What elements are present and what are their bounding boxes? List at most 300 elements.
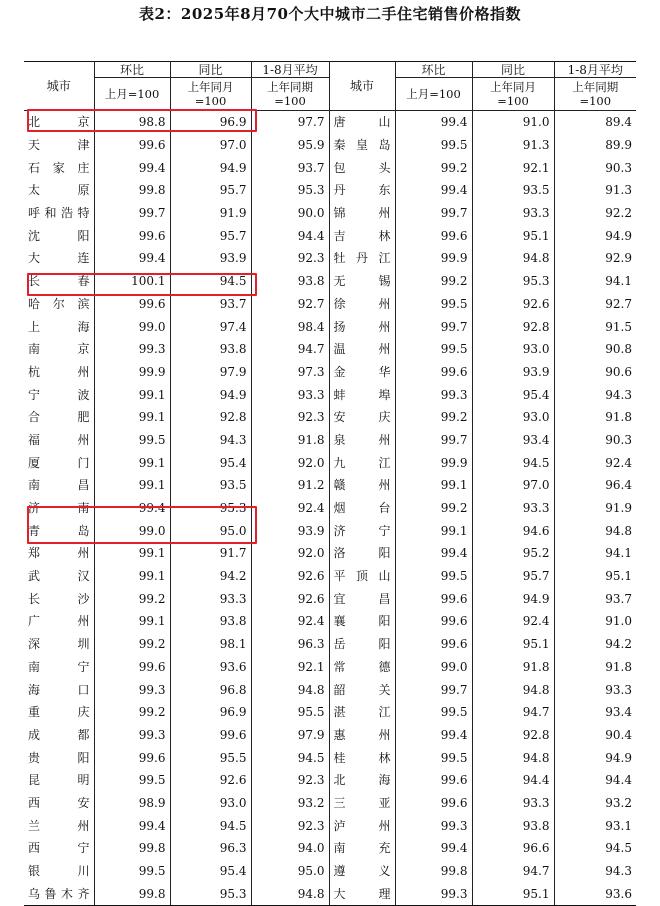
right-avg-cell: 92.4 bbox=[554, 451, 636, 474]
right-yoy-cell: 95.3 bbox=[472, 270, 554, 293]
left-avg-cell: 94.7 bbox=[251, 338, 329, 361]
table-row bbox=[24, 383, 636, 406]
avg-header-right: 1-8月平均 bbox=[554, 62, 636, 78]
table-row bbox=[24, 656, 636, 679]
left-yoy-cell: 94.9 bbox=[170, 156, 251, 179]
left-yoy-cell: 94.9 bbox=[170, 383, 251, 406]
left-mom-cell: 98.9 bbox=[94, 792, 170, 815]
left-avg-cell: 90.0 bbox=[251, 202, 329, 225]
left-avg-cell: 94.0 bbox=[251, 837, 329, 860]
table-row bbox=[24, 860, 636, 883]
right-avg-cell: 96.4 bbox=[554, 474, 636, 497]
city-header-right: 城市 bbox=[329, 62, 395, 111]
mom-header-right: 环比 bbox=[395, 62, 472, 78]
right-yoy-cell: 94.8 bbox=[472, 247, 554, 270]
left-avg-cell: 92.6 bbox=[251, 565, 329, 588]
table-row bbox=[24, 814, 636, 837]
left-mom-cell: 99.1 bbox=[94, 565, 170, 588]
right-avg-cell: 91.3 bbox=[554, 179, 636, 202]
left-city-cell: 武汉 bbox=[28, 569, 90, 584]
right-avg-cell: 90.3 bbox=[554, 156, 636, 179]
right-yoy-cell: 94.4 bbox=[472, 769, 554, 792]
right-yoy-cell: 94.5 bbox=[472, 451, 554, 474]
right-yoy-cell: 91.8 bbox=[472, 656, 554, 679]
left-avg-cell: 97.3 bbox=[251, 361, 329, 384]
left-yoy-cell: 97.9 bbox=[170, 361, 251, 384]
right-mom-cell: 99.3 bbox=[395, 383, 472, 406]
table-row bbox=[24, 678, 636, 701]
right-city-cell: 湛江 bbox=[329, 701, 395, 724]
left-avg-cell: 92.3 bbox=[251, 406, 329, 429]
left-mom-cell: 99.1 bbox=[94, 451, 170, 474]
left-avg-cell: 93.7 bbox=[251, 156, 329, 179]
right-avg-cell: 94.9 bbox=[554, 746, 636, 769]
right-yoy-cell: 92.8 bbox=[472, 724, 554, 747]
left-yoy-cell: 93.8 bbox=[170, 338, 251, 361]
table-row bbox=[24, 587, 636, 610]
right-avg-cell: 94.1 bbox=[554, 542, 636, 565]
right-yoy-cell: 93.9 bbox=[472, 361, 554, 384]
right-mom-cell: 99.9 bbox=[395, 451, 472, 474]
table-row bbox=[24, 202, 636, 225]
table-row bbox=[24, 542, 636, 565]
table-row bbox=[24, 156, 636, 179]
right-yoy-cell: 97.0 bbox=[472, 474, 554, 497]
highlight-box-beijing bbox=[27, 109, 257, 132]
left-avg-cell: 93.8 bbox=[251, 270, 329, 293]
right-mom-cell: 99.4 bbox=[395, 111, 472, 134]
right-yoy-cell: 95.2 bbox=[472, 542, 554, 565]
table-row bbox=[24, 429, 636, 452]
table-row bbox=[24, 134, 636, 157]
left-mom-cell: 99.9 bbox=[94, 361, 170, 384]
left-avg-cell: 92.3 bbox=[251, 247, 329, 270]
city-header-left: 城市 bbox=[24, 62, 94, 111]
right-mom-cell: 99.2 bbox=[395, 270, 472, 293]
right-city-cell: 金华 bbox=[329, 361, 395, 384]
left-yoy-cell: 93.0 bbox=[170, 792, 251, 815]
right-yoy-cell: 94.7 bbox=[472, 860, 554, 883]
left-city-cell: 乌鲁木齐 bbox=[24, 882, 94, 905]
mom-base-left: 上月=100 bbox=[94, 78, 170, 111]
left-yoy-cell: 94.2 bbox=[170, 565, 251, 588]
table-row bbox=[24, 474, 636, 497]
left-avg-cell: 92.1 bbox=[251, 656, 329, 679]
right-city-cell: 岳阳 bbox=[329, 633, 395, 656]
left-avg-cell: 92.4 bbox=[251, 497, 329, 520]
left-city-cell: 长春 bbox=[28, 274, 90, 289]
right-avg-cell: 93.7 bbox=[554, 587, 636, 610]
left-mom-cell: 99.2 bbox=[94, 633, 170, 656]
left-avg-cell: 92.0 bbox=[251, 451, 329, 474]
left-yoy-cell: 93.3 bbox=[170, 587, 251, 610]
right-mom-cell: 99.5 bbox=[395, 565, 472, 588]
right-city-cell: 常德 bbox=[329, 656, 395, 679]
right-yoy-cell: 93.5 bbox=[472, 179, 554, 202]
price-index-table bbox=[24, 61, 636, 906]
left-yoy-cell: 99.6 bbox=[170, 724, 251, 747]
table-row bbox=[24, 769, 636, 792]
left-city-cell: 长沙 bbox=[28, 591, 90, 606]
table-row bbox=[24, 315, 636, 338]
right-yoy-cell: 95.4 bbox=[472, 383, 554, 406]
left-mom-cell: 99.3 bbox=[94, 338, 170, 361]
right-mom-cell: 99.6 bbox=[395, 587, 472, 610]
left-mom-cell: 99.6 bbox=[94, 293, 170, 316]
right-yoy-cell: 95.1 bbox=[472, 224, 554, 247]
table-row bbox=[24, 701, 636, 724]
left-avg-cell: 98.4 bbox=[251, 315, 329, 338]
right-avg-cell: 92.2 bbox=[554, 202, 636, 225]
left-yoy-cell: 94.5 bbox=[170, 814, 251, 837]
left-city-cell: 西安 bbox=[28, 795, 90, 810]
left-yoy-cell: 95.7 bbox=[170, 179, 251, 202]
left-city-cell: 呼和浩特 bbox=[28, 206, 90, 221]
left-mom-cell: 99.1 bbox=[94, 406, 170, 429]
right-yoy-cell: 95.1 bbox=[472, 633, 554, 656]
left-avg-cell: 91.2 bbox=[251, 474, 329, 497]
right-mom-cell: 99.4 bbox=[395, 724, 472, 747]
right-mom-cell: 99.3 bbox=[395, 882, 472, 905]
right-city-cell: 北海 bbox=[329, 769, 395, 792]
right-avg-cell: 90.3 bbox=[554, 429, 636, 452]
left-mom-cell: 99.2 bbox=[94, 587, 170, 610]
left-city-cell: 合肥 bbox=[28, 410, 90, 425]
left-avg-cell: 93.3 bbox=[251, 383, 329, 406]
right-city-cell: 烟台 bbox=[329, 497, 395, 520]
left-city-cell: 天津 bbox=[28, 138, 90, 153]
right-mom-cell: 99.6 bbox=[395, 361, 472, 384]
left-city-cell: 哈尔滨 bbox=[28, 296, 90, 311]
left-avg-cell: 94.5 bbox=[251, 746, 329, 769]
right-avg-cell: 94.8 bbox=[554, 519, 636, 542]
left-yoy-cell: 97.0 bbox=[170, 134, 251, 157]
left-mom-cell: 99.1 bbox=[94, 474, 170, 497]
left-city-cell: 西宁 bbox=[28, 841, 90, 856]
table-row bbox=[24, 224, 636, 247]
right-avg-cell: 94.3 bbox=[554, 860, 636, 883]
right-avg-cell: 91.0 bbox=[554, 610, 636, 633]
table-row bbox=[24, 882, 636, 905]
right-avg-cell: 91.8 bbox=[554, 656, 636, 679]
left-city-cell: 银川 bbox=[28, 864, 90, 879]
left-yoy-cell: 96.8 bbox=[170, 678, 251, 701]
right-mom-cell: 99.2 bbox=[395, 406, 472, 429]
right-city-cell: 唐山 bbox=[329, 111, 395, 134]
left-yoy-cell: 95.5 bbox=[170, 746, 251, 769]
left-city-cell: 南京 bbox=[28, 342, 90, 357]
right-yoy-cell: 91.0 bbox=[472, 111, 554, 134]
left-yoy-cell: 95.4 bbox=[170, 451, 251, 474]
table-row bbox=[24, 610, 636, 633]
right-yoy-cell: 92.1 bbox=[472, 156, 554, 179]
right-yoy-cell: 95.7 bbox=[472, 565, 554, 588]
left-city-cell: 重庆 bbox=[28, 705, 90, 720]
left-yoy-cell: 98.1 bbox=[170, 633, 251, 656]
left-city-cell: 济南 bbox=[28, 501, 90, 516]
left-avg-cell: 92.4 bbox=[251, 610, 329, 633]
table-row bbox=[24, 247, 636, 270]
right-mom-cell: 99.4 bbox=[395, 179, 472, 202]
left-yoy-cell: 91.7 bbox=[170, 542, 251, 565]
right-city-cell: 吉林 bbox=[329, 224, 395, 247]
right-avg-cell: 95.1 bbox=[554, 565, 636, 588]
left-mom-cell: 99.8 bbox=[94, 837, 170, 860]
right-yoy-cell: 93.0 bbox=[472, 406, 554, 429]
left-avg-cell: 93.9 bbox=[251, 519, 329, 542]
right-city-cell: 安庆 bbox=[329, 406, 395, 429]
left-city-cell: 南昌 bbox=[28, 478, 90, 493]
left-yoy-cell: 93.5 bbox=[170, 474, 251, 497]
right-mom-cell: 99.2 bbox=[395, 497, 472, 520]
mom-header-left: 环比 bbox=[94, 62, 170, 78]
right-city-cell: 惠州 bbox=[329, 724, 395, 747]
right-yoy-cell: 94.8 bbox=[472, 678, 554, 701]
left-city-cell: 沈阳 bbox=[28, 228, 90, 243]
left-city-cell: 南宁 bbox=[28, 659, 90, 674]
right-mom-cell: 99.2 bbox=[395, 156, 472, 179]
right-yoy-cell: 94.8 bbox=[472, 746, 554, 769]
right-city-cell: 泸州 bbox=[329, 814, 395, 837]
highlight-box-guangzhou-shenzhen bbox=[27, 506, 257, 544]
right-avg-cell: 91.8 bbox=[554, 406, 636, 429]
right-mom-cell: 99.3 bbox=[395, 814, 472, 837]
left-avg-cell: 95.0 bbox=[251, 860, 329, 883]
left-avg-cell: 93.2 bbox=[251, 792, 329, 815]
left-mom-cell: 99.6 bbox=[94, 656, 170, 679]
left-mom-cell: 99.1 bbox=[94, 542, 170, 565]
left-yoy-cell: 96.9 bbox=[170, 111, 251, 134]
left-yoy-cell: 93.6 bbox=[170, 656, 251, 679]
left-yoy-cell: 95.3 bbox=[170, 497, 251, 520]
right-city-cell: 扬州 bbox=[329, 315, 395, 338]
right-mom-cell: 99.6 bbox=[395, 769, 472, 792]
right-city-cell: 锦州 bbox=[329, 202, 395, 225]
right-avg-cell: 92.9 bbox=[554, 247, 636, 270]
right-mom-cell: 99.7 bbox=[395, 202, 472, 225]
left-mom-cell: 100.1 bbox=[94, 270, 170, 293]
left-city-cell: 广州 bbox=[28, 614, 90, 629]
left-avg-cell: 92.7 bbox=[251, 293, 329, 316]
left-yoy-cell: 95.4 bbox=[170, 860, 251, 883]
right-mom-cell: 99.4 bbox=[395, 837, 472, 860]
right-city-cell: 温州 bbox=[329, 338, 395, 361]
left-yoy-cell: 92.8 bbox=[170, 406, 251, 429]
right-yoy-cell: 96.6 bbox=[472, 837, 554, 860]
right-city-cell: 洛阳 bbox=[329, 542, 395, 565]
left-yoy-cell: 91.9 bbox=[170, 202, 251, 225]
right-yoy-cell: 94.6 bbox=[472, 519, 554, 542]
table-title: 表2：2025年8月70个大中城市二手住宅销售价格指数 bbox=[139, 5, 521, 23]
left-yoy-cell: 96.9 bbox=[170, 701, 251, 724]
right-city-cell: 九江 bbox=[329, 451, 395, 474]
left-mom-cell: 99.5 bbox=[94, 860, 170, 883]
left-avg-cell: 94.8 bbox=[251, 678, 329, 701]
left-avg-cell: 92.6 bbox=[251, 587, 329, 610]
left-mom-cell: 99.8 bbox=[94, 179, 170, 202]
right-mom-cell: 99.4 bbox=[395, 542, 472, 565]
right-mom-cell: 99.8 bbox=[395, 860, 472, 883]
right-city-cell: 徐州 bbox=[329, 293, 395, 316]
left-yoy-cell: 94.3 bbox=[170, 429, 251, 452]
left-yoy-cell: 95.3 bbox=[170, 882, 251, 905]
left-avg-cell: 94.8 bbox=[251, 882, 329, 905]
right-yoy-cell: 94.7 bbox=[472, 701, 554, 724]
left-mom-cell: 99.4 bbox=[94, 247, 170, 270]
right-city-cell: 韶关 bbox=[329, 678, 395, 701]
right-yoy-cell: 93.3 bbox=[472, 792, 554, 815]
left-mom-cell: 99.0 bbox=[94, 315, 170, 338]
right-mom-cell: 99.6 bbox=[395, 633, 472, 656]
right-avg-cell: 93.3 bbox=[554, 678, 636, 701]
table-row bbox=[24, 179, 636, 202]
right-avg-cell: 90.8 bbox=[554, 338, 636, 361]
left-avg-cell: 95.3 bbox=[251, 179, 329, 202]
left-city-cell: 大连 bbox=[28, 251, 90, 266]
left-city-cell: 石家庄 bbox=[28, 160, 90, 175]
left-yoy-cell: 95.7 bbox=[170, 224, 251, 247]
left-yoy-cell: 92.6 bbox=[170, 769, 251, 792]
left-mom-cell: 99.3 bbox=[94, 724, 170, 747]
right-mom-cell: 99.6 bbox=[395, 792, 472, 815]
left-city-cell: 青岛 bbox=[28, 523, 90, 538]
right-mom-cell: 99.5 bbox=[395, 338, 472, 361]
left-city-cell: 福州 bbox=[28, 432, 90, 447]
right-mom-cell: 99.5 bbox=[395, 701, 472, 724]
right-mom-cell: 99.9 bbox=[395, 247, 472, 270]
left-avg-cell: 94.4 bbox=[251, 224, 329, 247]
left-yoy-cell: 93.8 bbox=[170, 610, 251, 633]
avg-base-right: 上年同期=100 bbox=[554, 78, 636, 111]
left-yoy-cell: 95.0 bbox=[170, 519, 251, 542]
table-row bbox=[24, 451, 636, 474]
right-mom-cell: 99.7 bbox=[395, 678, 472, 701]
left-yoy-cell: 93.7 bbox=[170, 293, 251, 316]
right-avg-cell: 94.4 bbox=[554, 769, 636, 792]
right-mom-cell: 99.1 bbox=[395, 519, 472, 542]
left-city-cell: 北京 bbox=[24, 111, 94, 134]
right-city-cell: 无锡 bbox=[329, 270, 395, 293]
right-city-cell: 泉州 bbox=[329, 429, 395, 452]
avg-header-left: 1-8月平均 bbox=[251, 62, 329, 78]
right-city-cell: 平顶山 bbox=[329, 565, 395, 588]
mom-base-right: 上月=100 bbox=[395, 78, 472, 111]
left-mom-cell: 99.5 bbox=[94, 769, 170, 792]
left-yoy-cell: 96.3 bbox=[170, 837, 251, 860]
left-mom-cell: 98.8 bbox=[94, 111, 170, 134]
right-avg-cell: 93.6 bbox=[554, 882, 636, 905]
right-mom-cell: 99.0 bbox=[395, 656, 472, 679]
right-avg-cell: 93.2 bbox=[554, 792, 636, 815]
right-yoy-cell: 92.8 bbox=[472, 315, 554, 338]
right-city-cell: 赣州 bbox=[329, 474, 395, 497]
right-yoy-cell: 93.0 bbox=[472, 338, 554, 361]
right-city-cell: 三亚 bbox=[329, 792, 395, 815]
right-mom-cell: 99.6 bbox=[395, 224, 472, 247]
left-yoy-cell: 93.9 bbox=[170, 247, 251, 270]
left-avg-cell: 97.7 bbox=[251, 111, 329, 134]
avg-base-left: 上年同期=100 bbox=[251, 78, 329, 111]
right-yoy-cell: 93.3 bbox=[472, 497, 554, 520]
right-yoy-cell: 94.9 bbox=[472, 587, 554, 610]
right-yoy-cell: 91.3 bbox=[472, 134, 554, 157]
left-mom-cell: 99.1 bbox=[94, 383, 170, 406]
right-city-cell: 南充 bbox=[329, 837, 395, 860]
left-city-cell: 昆明 bbox=[28, 773, 90, 788]
left-city-cell: 宁波 bbox=[28, 387, 90, 402]
yoy-base-left: 上年同月=100 bbox=[170, 78, 251, 111]
right-avg-cell: 90.4 bbox=[554, 724, 636, 747]
left-mom-cell: 99.6 bbox=[94, 134, 170, 157]
left-mom-cell: 99.4 bbox=[94, 156, 170, 179]
highlight-box-shanghai bbox=[27, 273, 257, 296]
right-mom-cell: 99.7 bbox=[395, 315, 472, 338]
left-yoy-cell: 94.5 bbox=[170, 270, 251, 293]
left-mom-cell: 99.6 bbox=[94, 746, 170, 769]
right-yoy-cell: 92.4 bbox=[472, 610, 554, 633]
left-mom-cell: 99.6 bbox=[94, 224, 170, 247]
table-row bbox=[24, 792, 636, 815]
table-row bbox=[24, 724, 636, 747]
left-mom-cell: 99.5 bbox=[94, 429, 170, 452]
right-yoy-cell: 92.6 bbox=[472, 293, 554, 316]
right-avg-cell: 94.5 bbox=[554, 837, 636, 860]
left-city-cell: 贵阳 bbox=[28, 750, 90, 765]
left-city-cell: 海口 bbox=[28, 682, 90, 697]
left-mom-cell: 99.4 bbox=[94, 814, 170, 837]
table-row bbox=[24, 361, 636, 384]
left-mom-cell: 99.3 bbox=[94, 678, 170, 701]
table-row bbox=[24, 565, 636, 588]
table-row bbox=[24, 837, 636, 860]
left-avg-cell: 96.3 bbox=[251, 633, 329, 656]
right-avg-cell: 94.9 bbox=[554, 224, 636, 247]
right-avg-cell: 93.1 bbox=[554, 814, 636, 837]
left-city-cell: 成都 bbox=[28, 727, 90, 742]
table-row bbox=[24, 746, 636, 769]
table-row bbox=[24, 633, 636, 656]
right-city-cell: 牡丹江 bbox=[329, 247, 395, 270]
left-mom-cell: 99.4 bbox=[94, 497, 170, 520]
right-city-cell: 秦皇岛 bbox=[329, 134, 395, 157]
left-mom-cell: 99.7 bbox=[94, 202, 170, 225]
left-mom-cell: 99.0 bbox=[94, 519, 170, 542]
left-avg-cell: 92.3 bbox=[251, 814, 329, 837]
right-city-cell: 桂林 bbox=[329, 746, 395, 769]
left-avg-cell: 92.0 bbox=[251, 542, 329, 565]
right-city-cell: 大理 bbox=[329, 882, 395, 905]
left-avg-cell: 91.8 bbox=[251, 429, 329, 452]
right-city-cell: 包头 bbox=[329, 156, 395, 179]
right-mom-cell: 99.5 bbox=[395, 293, 472, 316]
right-avg-cell: 93.4 bbox=[554, 701, 636, 724]
right-avg-cell: 90.6 bbox=[554, 361, 636, 384]
table-row bbox=[24, 338, 636, 361]
right-yoy-cell: 93.8 bbox=[472, 814, 554, 837]
right-mom-cell: 99.7 bbox=[395, 429, 472, 452]
left-mom-cell: 99.2 bbox=[94, 701, 170, 724]
right-avg-cell: 94.2 bbox=[554, 633, 636, 656]
right-avg-cell: 91.9 bbox=[554, 497, 636, 520]
yoy-header-right: 同比 bbox=[472, 62, 554, 78]
right-city-cell: 蚌埠 bbox=[329, 383, 395, 406]
right-mom-cell: 99.6 bbox=[395, 610, 472, 633]
left-city-cell: 厦门 bbox=[28, 455, 90, 470]
right-city-cell: 遵义 bbox=[329, 860, 395, 883]
right-yoy-cell: 93.3 bbox=[472, 202, 554, 225]
right-avg-cell: 89.4 bbox=[554, 111, 636, 134]
right-city-cell: 襄阳 bbox=[329, 610, 395, 633]
